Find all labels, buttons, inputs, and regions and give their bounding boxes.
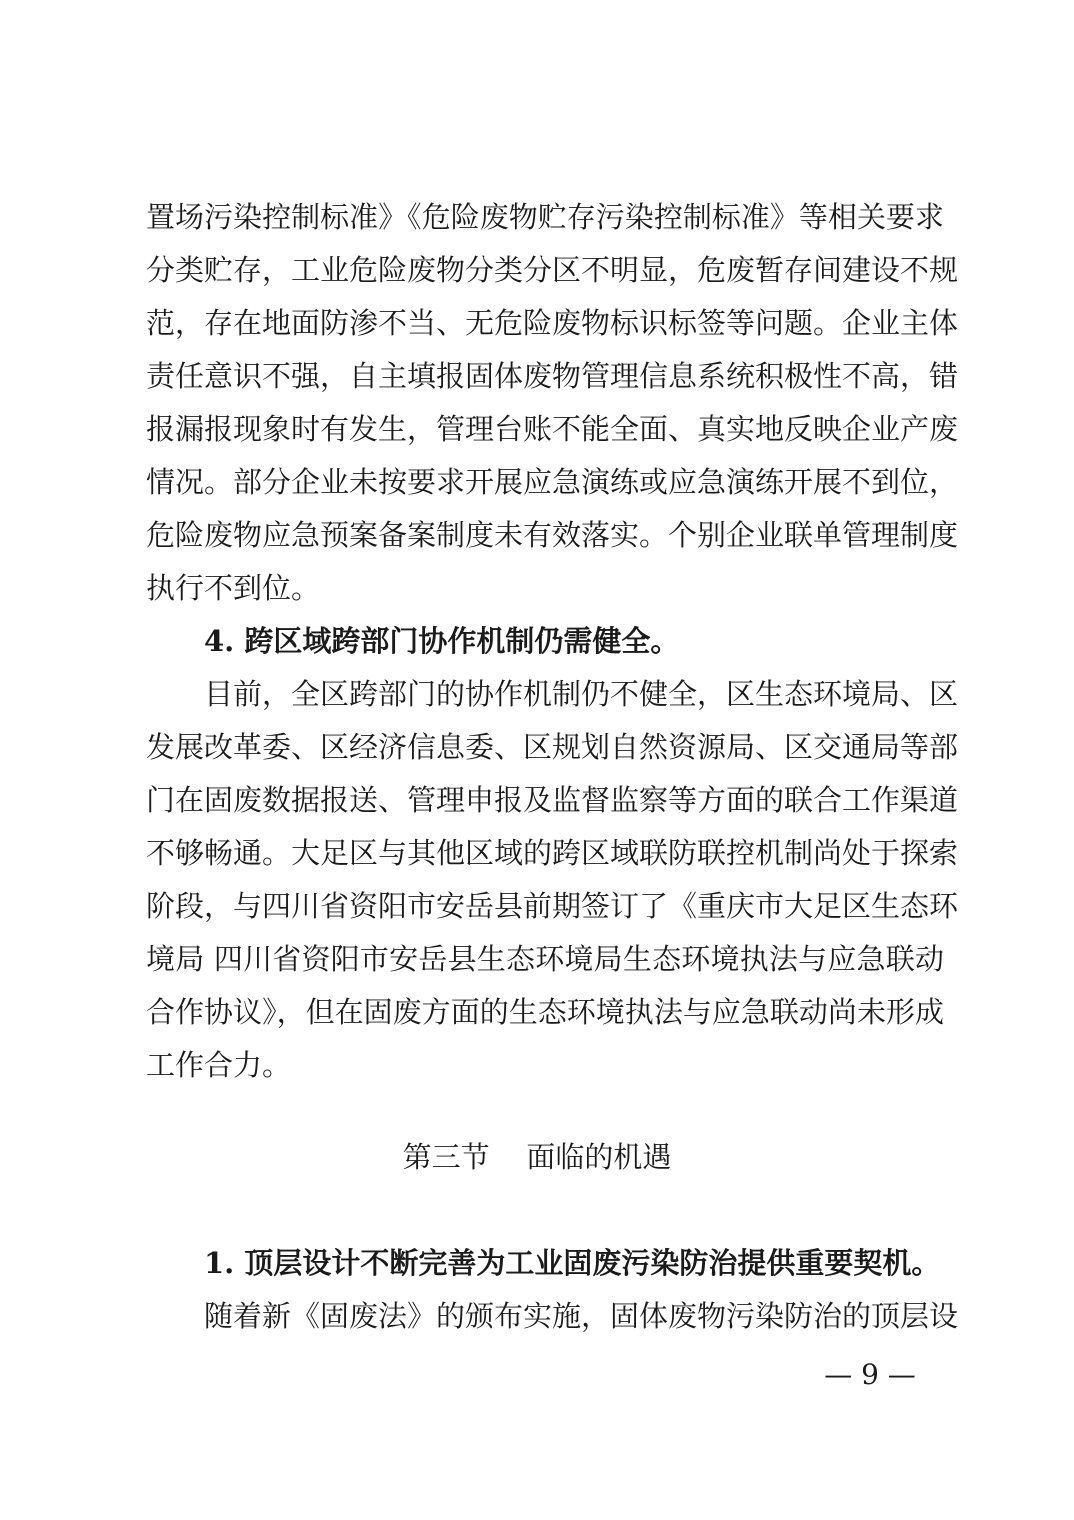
paragraph-1-line: 危险废物应急预案备案制度未有效落实。个别企业联单管理制度 [146, 518, 959, 552]
paragraph-1-line: 分类贮存，工业危险废物分类分区不明显，危废暂存间建设不规 [146, 253, 959, 287]
paragraph-1-line: 责任意识不强，自主填报固体废物管理信息系统积极性不高，错 [146, 359, 959, 393]
paragraph-2-line: 阶段，与四川省资阳市安岳县前期签订了《重庆市大足区生态环 [146, 889, 959, 923]
paragraph-2-line: 发展改革委、区经济信息委、区规划自然资源局、区交通局等部 [146, 730, 959, 764]
paragraph-2-line: 境局 四川省资阳市安岳县生态环境局生态环境执法与应急联动 [146, 942, 944, 976]
heading-1: 1. 顶层设计不断完善为工业固废污染防治提供重要契机。 [204, 1246, 941, 1280]
paragraph-1-line: 报漏报现象时有发生，管理台账不能全面、真实地反映企业产废 [146, 412, 959, 446]
page-number: — 9 — [824, 1358, 916, 1391]
heading-4: 4. 跨区域跨部门协作机制仍需健全。 [204, 624, 680, 658]
paragraph-2-line: 目前，全区跨部门的协作机制仍不健全，区生态环境局、区 [204, 677, 959, 711]
paragraph-1-line: 执行不到位。 [146, 571, 321, 605]
paragraph-3-line: 随着新《固废法》的颁布实施，固体废物污染防治的顶层设 [204, 1299, 959, 1333]
body-text [146, 191, 959, 1092]
paragraph-2-line: 门在固废数据报送、管理申报及监督监察等方面的联合工作渠道 [146, 783, 959, 817]
paragraph-2-line: 工作合力。 [146, 1048, 292, 1082]
paragraph-1-line: 情况。部分企业未按要求开展应急演练或应急演练开展不到位， [146, 465, 959, 499]
paragraph-1-line: 置场污染控制标准》《危险废物贮存污染控制标准》等相关要求 [146, 200, 944, 234]
paragraph-2-line: 合作协议》，但在固废方面的生态环境执法与应急联动尚未形成 [146, 995, 944, 1029]
paragraph-1-line: 范，存在地面防渗不当、无危险废物标识标签等问题。企业主体 [146, 306, 959, 340]
paragraph-2-line: 不够畅通。大足区与其他区域的跨区域联防联控机制尚处于探索 [146, 836, 959, 870]
section-title: 第三节 面临的机遇 [402, 1140, 672, 1174]
body-text-continued [146, 1237, 959, 1343]
